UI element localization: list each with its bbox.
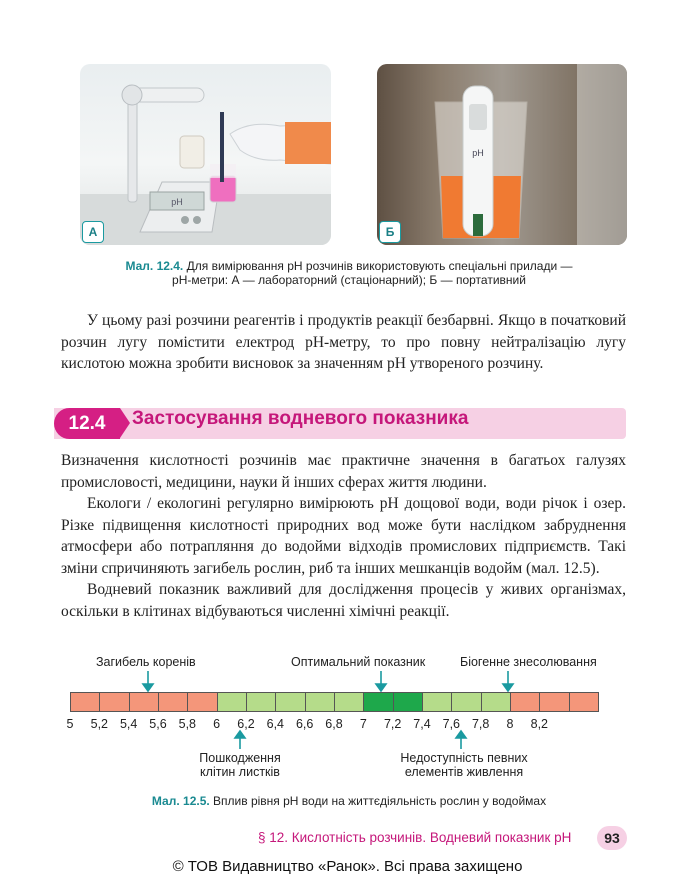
ph-tick-label: 5,2 bbox=[90, 717, 109, 731]
arrow-down-icon bbox=[376, 684, 386, 691]
ph-scale-cell bbox=[187, 692, 217, 712]
ph-scale-cell bbox=[393, 692, 423, 712]
label-leaf-damage bbox=[178, 751, 302, 779]
ph-scale-cell bbox=[158, 692, 188, 712]
ph-scale-cell bbox=[422, 692, 452, 712]
ph-scale-cell bbox=[363, 692, 393, 712]
label-leaf-damage-line1: Пошкодження bbox=[199, 751, 281, 765]
ph-tick-label: 7,4 bbox=[413, 717, 431, 731]
ph-scale-cell bbox=[246, 692, 276, 712]
photo-a-label: А bbox=[82, 221, 104, 243]
label-leaf-damage-line2: клітин листків bbox=[200, 765, 280, 779]
ph-tick-label: 5,4 bbox=[119, 717, 138, 731]
ph-scale-cell bbox=[70, 692, 100, 712]
ph-tick-label: 7 bbox=[359, 717, 367, 731]
ph-tick-label: 6 bbox=[213, 717, 221, 731]
arrow-down-icon bbox=[143, 684, 153, 691]
figure-12-5-caption-label: Мал. 12.5. bbox=[151, 794, 210, 808]
ph-scale-cell bbox=[481, 692, 511, 712]
ph-tick-label: 8 bbox=[506, 717, 514, 731]
figure-12-4-caption-line1: Для вимірювання pH розчинів використовують спеціальні прилади — bbox=[186, 259, 573, 273]
page-number: 93 bbox=[597, 826, 627, 850]
ph-tick-label: 6,4 bbox=[266, 717, 285, 731]
ph-tick-label: 7,8 bbox=[471, 717, 490, 731]
section-title: Застосування водневого показника bbox=[132, 408, 469, 429]
portable-meter-text: pH bbox=[472, 148, 484, 158]
ph-scale-cell bbox=[305, 692, 335, 712]
ph-scale-cell bbox=[451, 692, 481, 712]
arrow-up-icon bbox=[456, 731, 466, 738]
ph-scale-cell bbox=[99, 692, 129, 712]
ph-scale-cell bbox=[569, 692, 599, 712]
ph-tick-label: 5,8 bbox=[178, 717, 197, 731]
label-nutrient-unavailability bbox=[392, 751, 536, 779]
section-number: 12.4 bbox=[54, 408, 120, 439]
ph-tick-label: 5 bbox=[66, 717, 74, 731]
figure-12-5-caption bbox=[66, 794, 632, 808]
ph-scale-cell bbox=[334, 692, 364, 712]
ph-tick-label: 7,6 bbox=[442, 717, 461, 731]
photo-b-label: Б bbox=[379, 221, 401, 243]
ph-scale-cell bbox=[275, 692, 305, 712]
figure-12-4-caption-label: Мал. 12.4. bbox=[125, 259, 184, 273]
ph-tick-label: 5,6 bbox=[149, 717, 167, 731]
arrow-down-icon bbox=[503, 684, 513, 691]
label-root-death: Загибель коренів bbox=[96, 655, 196, 669]
ph-tick-label: 6,8 bbox=[325, 717, 343, 731]
body-paragraph-2: Екологи / екологині регулярно вимірюють pH дощової води, води річок і озер. Різке підвищення кислотності природних вод може бути наслідком забруднення атмосфери або потрапляння до водойми відходів промислових підприємств. Такі зміни спричиняють загибель рослин, риб та інших мешканців водойм (мал. 12.5). bbox=[61, 495, 626, 577]
ph-scale-cell bbox=[510, 692, 540, 712]
ph-scale-cell bbox=[129, 692, 159, 712]
ph-tick-label: 6,2 bbox=[237, 717, 255, 731]
copyright: © ТОВ Видавництво «Ранок». Всі права захищено bbox=[172, 858, 523, 875]
arrow-up-icon bbox=[235, 731, 245, 738]
ph-tick-label: 6,6 bbox=[295, 717, 314, 731]
ph-tick-label: 7,2 bbox=[383, 717, 402, 731]
ph-scale-cell bbox=[217, 692, 247, 712]
figure-12-4-caption-line2: pH-метри: А — лабораторний (стаціонарний); Б — портативний bbox=[172, 273, 526, 287]
figure-12-5-caption-text: Вплив рівня pH води на життєдіяльність рослин у водоймах bbox=[213, 794, 547, 808]
body-paragraph-3: Водневий показник важливий для дослідження процесів у живих організмах, оскільки в клітинах відбуваються численні хімічні реакції. bbox=[61, 581, 626, 620]
ph-tick-label: 8,2 bbox=[530, 717, 549, 731]
body-paragraph-1: Визначення кислотності розчинів має практичне значення в багатьох галузях промисловості, медицини, науки й інших сферах життя людини. bbox=[61, 452, 626, 491]
label-nutrient-line2: елементів живлення bbox=[404, 765, 524, 779]
ph-scale-cell bbox=[539, 692, 569, 712]
meter-display-text: pH bbox=[171, 197, 183, 207]
label-optimal: Оптимальний показник bbox=[291, 655, 426, 669]
label-biogenic-desalination: Біогенне знесолювання bbox=[460, 655, 597, 669]
running-title: § 12. Кислотність розчинів. Водневий показник pH bbox=[258, 830, 572, 845]
label-nutrient-line1: Недоступність певних bbox=[400, 751, 528, 765]
intro-paragraph: У цьому разі розчини реагентів і продуктів реакції безбарвні. Якщо в початковий розчин лугу помістити електрод pH-метру, то про повну нейтралізацію лугу кислотою можна зробити висновок за значенням pH утвореного розчину. bbox=[61, 312, 626, 372]
